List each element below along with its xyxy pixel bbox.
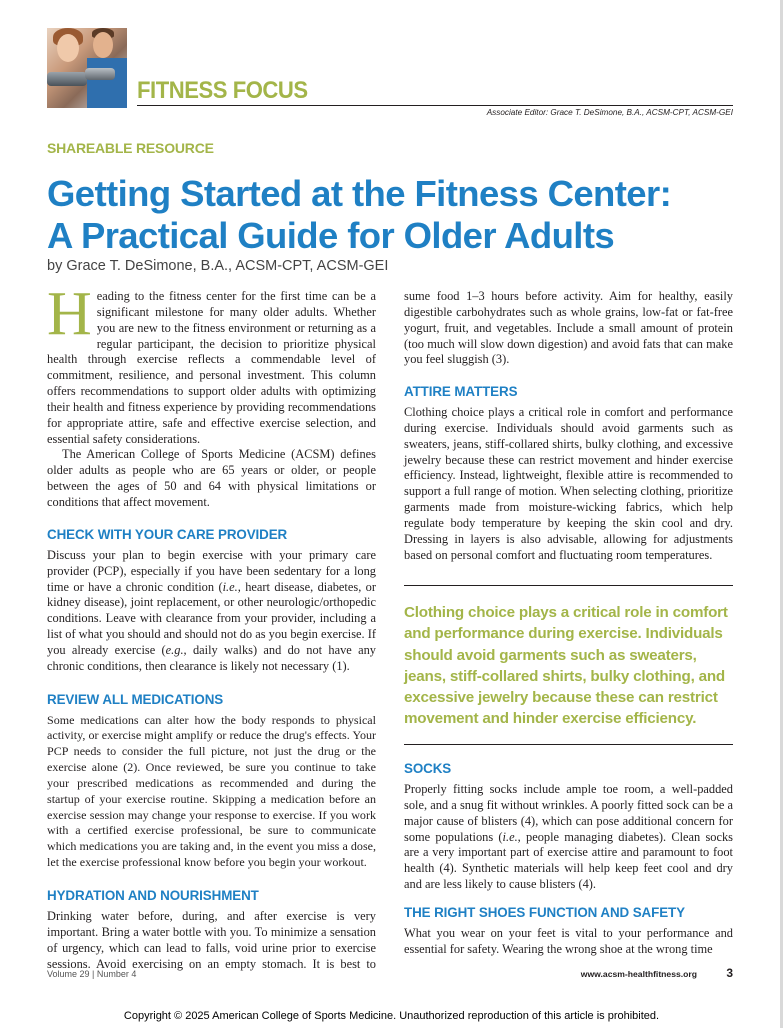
attire-heading: ATTIRE MATTERS (404, 384, 518, 399)
right-column-lower (404, 761, 733, 958)
kicker: SHAREABLE RESOURCE (47, 140, 214, 156)
shoes-text: What you wear on your feet is vital to your performance and essential for safety. Wearing the wrong shoe at the wrong time (404, 925, 733, 956)
socks-text: Properly fitting socks include ample toe room, a well-padded sole, and a snug fit without wrinkles. A poorly fitted sock can be a major cause of blisters (4), which can pose additional concern for some populations (i.e., people managing diabetes). Clean socks are a very important part of exercise attire and paramount to foot health (4). Synthetic materials will help keep feet cool and dry and are less likely to cause blisters (4). (404, 782, 733, 892)
title-line-2: A Practical Guide for Older Adults (47, 215, 615, 256)
associate-editor: Associate Editor: Grace T. DeSimone, B.A., ACSM-CPT, ACSM-GEI (486, 108, 733, 117)
pull-quote-top-rule (404, 585, 733, 586)
right-column (404, 289, 733, 563)
socks-heading: SOCKS (404, 761, 452, 776)
hydration-heading: HYDRATION AND NOURISHMENT (47, 888, 259, 903)
shoes-heading: THE RIGHT SHOES FUNCTION AND SAFETY (404, 904, 685, 920)
intro-paragraph-2: The American College of Sports Medicine (ACSM) defines older adults as people who are 65 years or older, or people between the ages of 50 and 64 with physical limitations or conditions that affect movement. (47, 447, 376, 509)
volume-info: Volume 29 | Number 4 (47, 969, 137, 979)
dumbbell-icon (85, 68, 115, 80)
attire-text: Clothing choice plays a critical role in comfort and performance during exercise. Individuals should avoid garments such as sweaters, jeans, stiff-collared shirts, bulky clothing, and excessive jewelry because these can restrict movement and hinder exercise efficiency. Instead, lightweight, flexible attire is recommended to support a full range of motion. When selecting clothing, prioritize garments made from moisture-wicking fabrics, which help regulate body temperature by keeping the skin cool and dry. Dressing in layers is also advisable, allowing for adjustments based on personal comfort and fluctuating room temperatures. (404, 405, 733, 562)
header-rule (137, 105, 733, 106)
left-column (47, 280, 376, 972)
care-provider-heading: CHECK WITH YOUR CARE PROVIDER (47, 526, 288, 542)
medications-heading: REVIEW ALL MEDICATIONS (47, 691, 224, 707)
journal-url[interactable]: www.acsm-healthfitness.org (580, 969, 697, 979)
intro-paragraph-1: Heading to the fitness center for the first time can be a significant milestone for many older adults. Whether you are new to the fitness environment or returning as a regular participant, the decision to prioritize physical health through exercise reflects a commendable level of commitment, resilience, and personal investment. This column offers recommendations to support older adults with optimizing their health and fitness experience by providing recommendations for appropriate attire, safe and effective exercise selection, and essential safety considerations. (47, 280, 376, 446)
page-number: 3 (726, 966, 733, 980)
dumbbell-icon (47, 72, 87, 86)
fitness-photo (47, 28, 127, 108)
drop-cap: H (47, 280, 92, 348)
hydration-continued-box (404, 289, 733, 370)
hydration-text-left-box (47, 909, 376, 972)
pull-quote-bottom-rule (404, 744, 733, 745)
care-provider-text: Discuss your plan to begin exercise with your primary care provider (PCP), especially if you have been sedentary for a long time or have a chronic condition (i.e., heart disease, diabetes, or kidney disease), joint replacement, or other neurologic/orthopedic conditions. Leave with clearance from your provider, including a list of what you should and should not do as you begin exercise. If you already exercise (e.g., daily walks) and do not have any chronic conditions, then clearance is likely not necessary (1). (47, 547, 376, 673)
hydration-text: Drinking water before, during, and after exercise is very important. Bring a water bottle with you. To minimize a sensation of urgency, which can lead to falls, void urine prior to exercise sessions. Avoid exercising on an empty stomach. It is best to (47, 909, 376, 971)
section-label: FITNESS FOCUS (137, 77, 308, 104)
hydration-text-continued: sume food 1–3 hours before activity. Aim for healthy, easily digestible carbohydrates such as whole grains, low-fat or fat-free yogurt, fruit, and vegetables. Include a small amount of protein (too much will slow down digestion) and avoid fats that can make you feel sluggish (3). (404, 289, 733, 367)
byline: by Grace T. DeSimone, B.A., ACSM-CPT, ACSM-GEI (47, 258, 389, 274)
title-line-1: Getting Started at the Fitness Center: (47, 173, 672, 214)
article-title (47, 173, 747, 257)
medications-text: Some medications can alter how the body responds to physical activity, or exercise might amplify or reduce the drug's effects. Your PCP needs to consider the full picture, not just the drug or the exercise alone (2). Once reviewed, be sure you continue to take your prescribed medications as recommended and during the startup of your exercise routine. Skipping a medication before an exercise session may change your response to exercise. If you work with a certified exercise professional, be sure to communicate which medications you are taking and, in the event you miss a dose, let the exercise professional know before you begin your workout. (47, 712, 376, 870)
pull-quote: Clothing choice plays a critical role in comfort and performance during exercise. Individuals should avoid garments such as sweaters, jeans, stiff-collared shirts, bulky clothing, and excessive jewelry because these can restrict movement and hinder exercise efficiency. (404, 604, 728, 728)
copyright-notice: Copyright © 2025 American College of Sports Medicine. Unauthorized reproduction of this article is prohibited. (123, 1010, 660, 1022)
